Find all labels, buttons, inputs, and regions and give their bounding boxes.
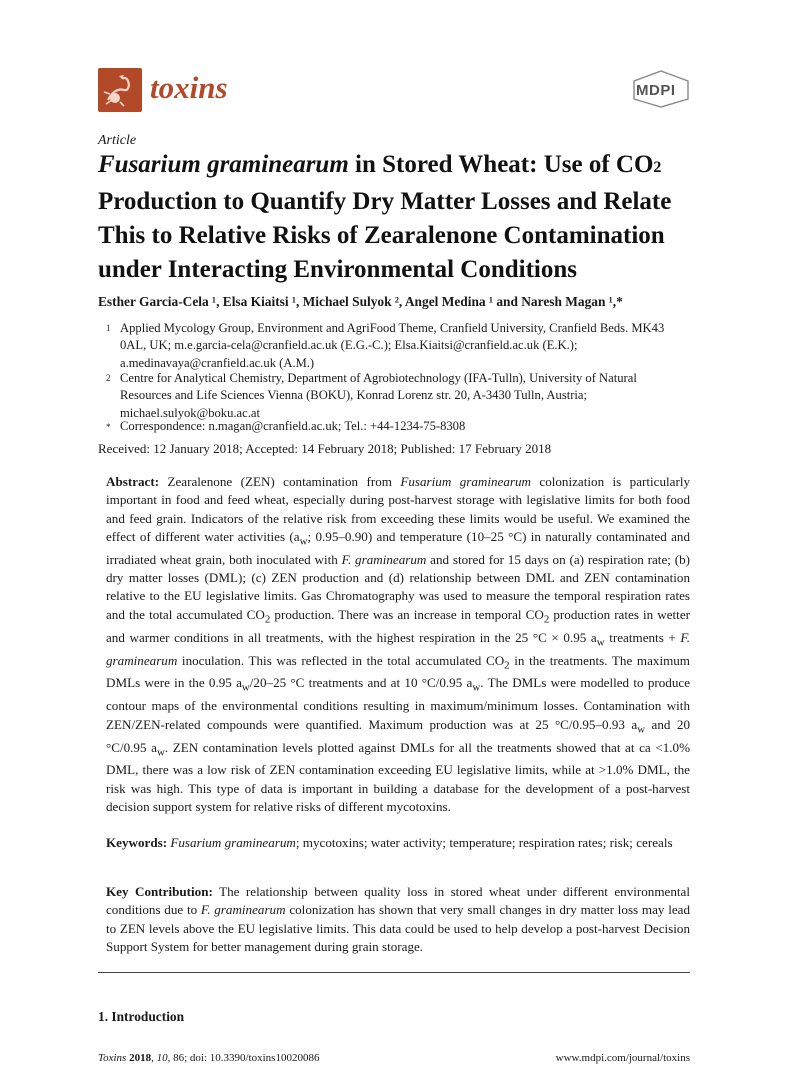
journal-url[interactable]: www.mdpi.com/journal/toxins	[555, 1052, 690, 1064]
affiliation-1: 1 Applied Mycology Group, Environment and AgriFood Theme, Cranfield University, Cranfield Beds. MK43 0AL, UK; m.e.garcia-cela@cranfield.ac.uk (E.G.-C.); Elsa.Kiaitsi@cranfield.ac.uk (E.K.); a.medinavaya@cranfield.ac.uk (A.M.)	[106, 321, 665, 370]
title-italic: Fusarium graminearum	[98, 151, 349, 178]
key-contribution-label: Key Contribution:	[106, 884, 213, 899]
publication-dates: Received: 12 January 2018; Accepted: 14 February 2018; Published: 17 February 2018	[98, 441, 552, 456]
publisher-name: MDPI	[636, 82, 676, 99]
journal-logo-icon	[98, 68, 142, 112]
journal-name: toxins	[150, 70, 228, 105]
citation-footer: Toxins 2018, 10, 86; doi: 10.3390/toxins10020086	[98, 1052, 320, 1064]
publisher-logo	[632, 70, 690, 108]
abstract: Abstract: Zearalenone (ZEN) contamination from Fusarium graminearum colonization is particularly important in food and feed wheat, especially during post-harvest storage with legislative limits for both food and feed grain. Indicators of the relative risk from exceeding these limits would be useful. We examined the effect of different water activities ($a_w$; 0.95–0.90) and temperature (10–25 °C) in naturally contaminated and irradiated wheat grain, both inoculated with F. graminearum and stored for 15 days on (a) respiration rate; (b) dry matter losses (DML); (c) ZEN production and (d) relationship between DML and ZEN contamination relative to the EU legislative limits. Gas Chromatography was used to measure the temporal respiration rates and the total accumulated $CO_2$ production. There was an increase in temporal $CO_2$ production rates in wetter and warmer conditions in all treatments, with the highest respiration in the 25 °C × 0.95 $a_w$ treatments + F. graminearum inoculation. This was reflected in the total accumulated $CO_2$ in the treatments. The maximum DMLs were in the 0.95 $a_w/20-25$ °C treatments and at 10 °C/0.95 $a_w$. The DMLs were modelled to produce contour maps of the environmental conditions resulting in maximum/minimum losses. Contamination with ZEN/ZEN-related compounds were quantified. Maximum production was at 25 °C/0.95–0.93 $a_w$ and 20 °C/0.95 $a_w$. ZEN contamination levels plotted against DMLs for all the treatments showed that at ca <1.0% DML, there was a low risk of ZEN contamination exceeding EU legislative limits, while at >1.0% DML, the risk was high. This type of data is important in building a database for the development of a post-harvest decision support system for relative risks of different mycotoxins.	[106, 474, 691, 815]
correspondence: * Correspondence: n.magan@cranfield.ac.uk; Tel.: +44-1234-75-8308	[106, 419, 466, 433]
author-list: Esther Garcia-Cela ¹, Elsa Kiaitsi ¹, Michael Sulyok ², Angel Medina ¹ and Naresh Magan ¹,*	[98, 294, 623, 309]
affiliation-2: 2 Centre for Analytical Chemistry, Department of Agrobiotechnology (IFA-Tulln), University of Natural Resources and Life Sciences Vienna (BOKU), Konrad Lorenz str. 20, A-3430 Tulln, Austria; michael.sulyok@boku.ac.at	[106, 371, 637, 420]
abstract-label: Abstract:	[106, 474, 160, 489]
key-contribution: Key Contribution: The relationship between quality loss in stored wheat under different environmental conditions due to F. graminearum colonization has shown that very small changes in dry matter loss may lead to ZEN levels above the EU legislative limits. This data could be used to help develop a post-harvest Decision Support System for better management during grain storage.	[106, 884, 691, 954]
article-type: Article	[98, 133, 137, 148]
section-heading-introduction: 1. Introduction	[98, 1009, 185, 1024]
scorpion-icon	[98, 68, 142, 112]
keywords: Keywords: Fusarium graminearum; mycotoxins; water activity; temperature; respiration rates; risk; cereals	[106, 835, 673, 850]
paper-title: Fusarium graminearum in Stored Wheat: Use of CO2 Production to Quantify Dry Matter Losses and Relate This to Relative Risks of Zearalenone Contamination under Interacting Environmental Conditions	[98, 151, 672, 283]
section-divider	[98, 972, 690, 973]
keywords-label: Keywords:	[106, 835, 168, 850]
